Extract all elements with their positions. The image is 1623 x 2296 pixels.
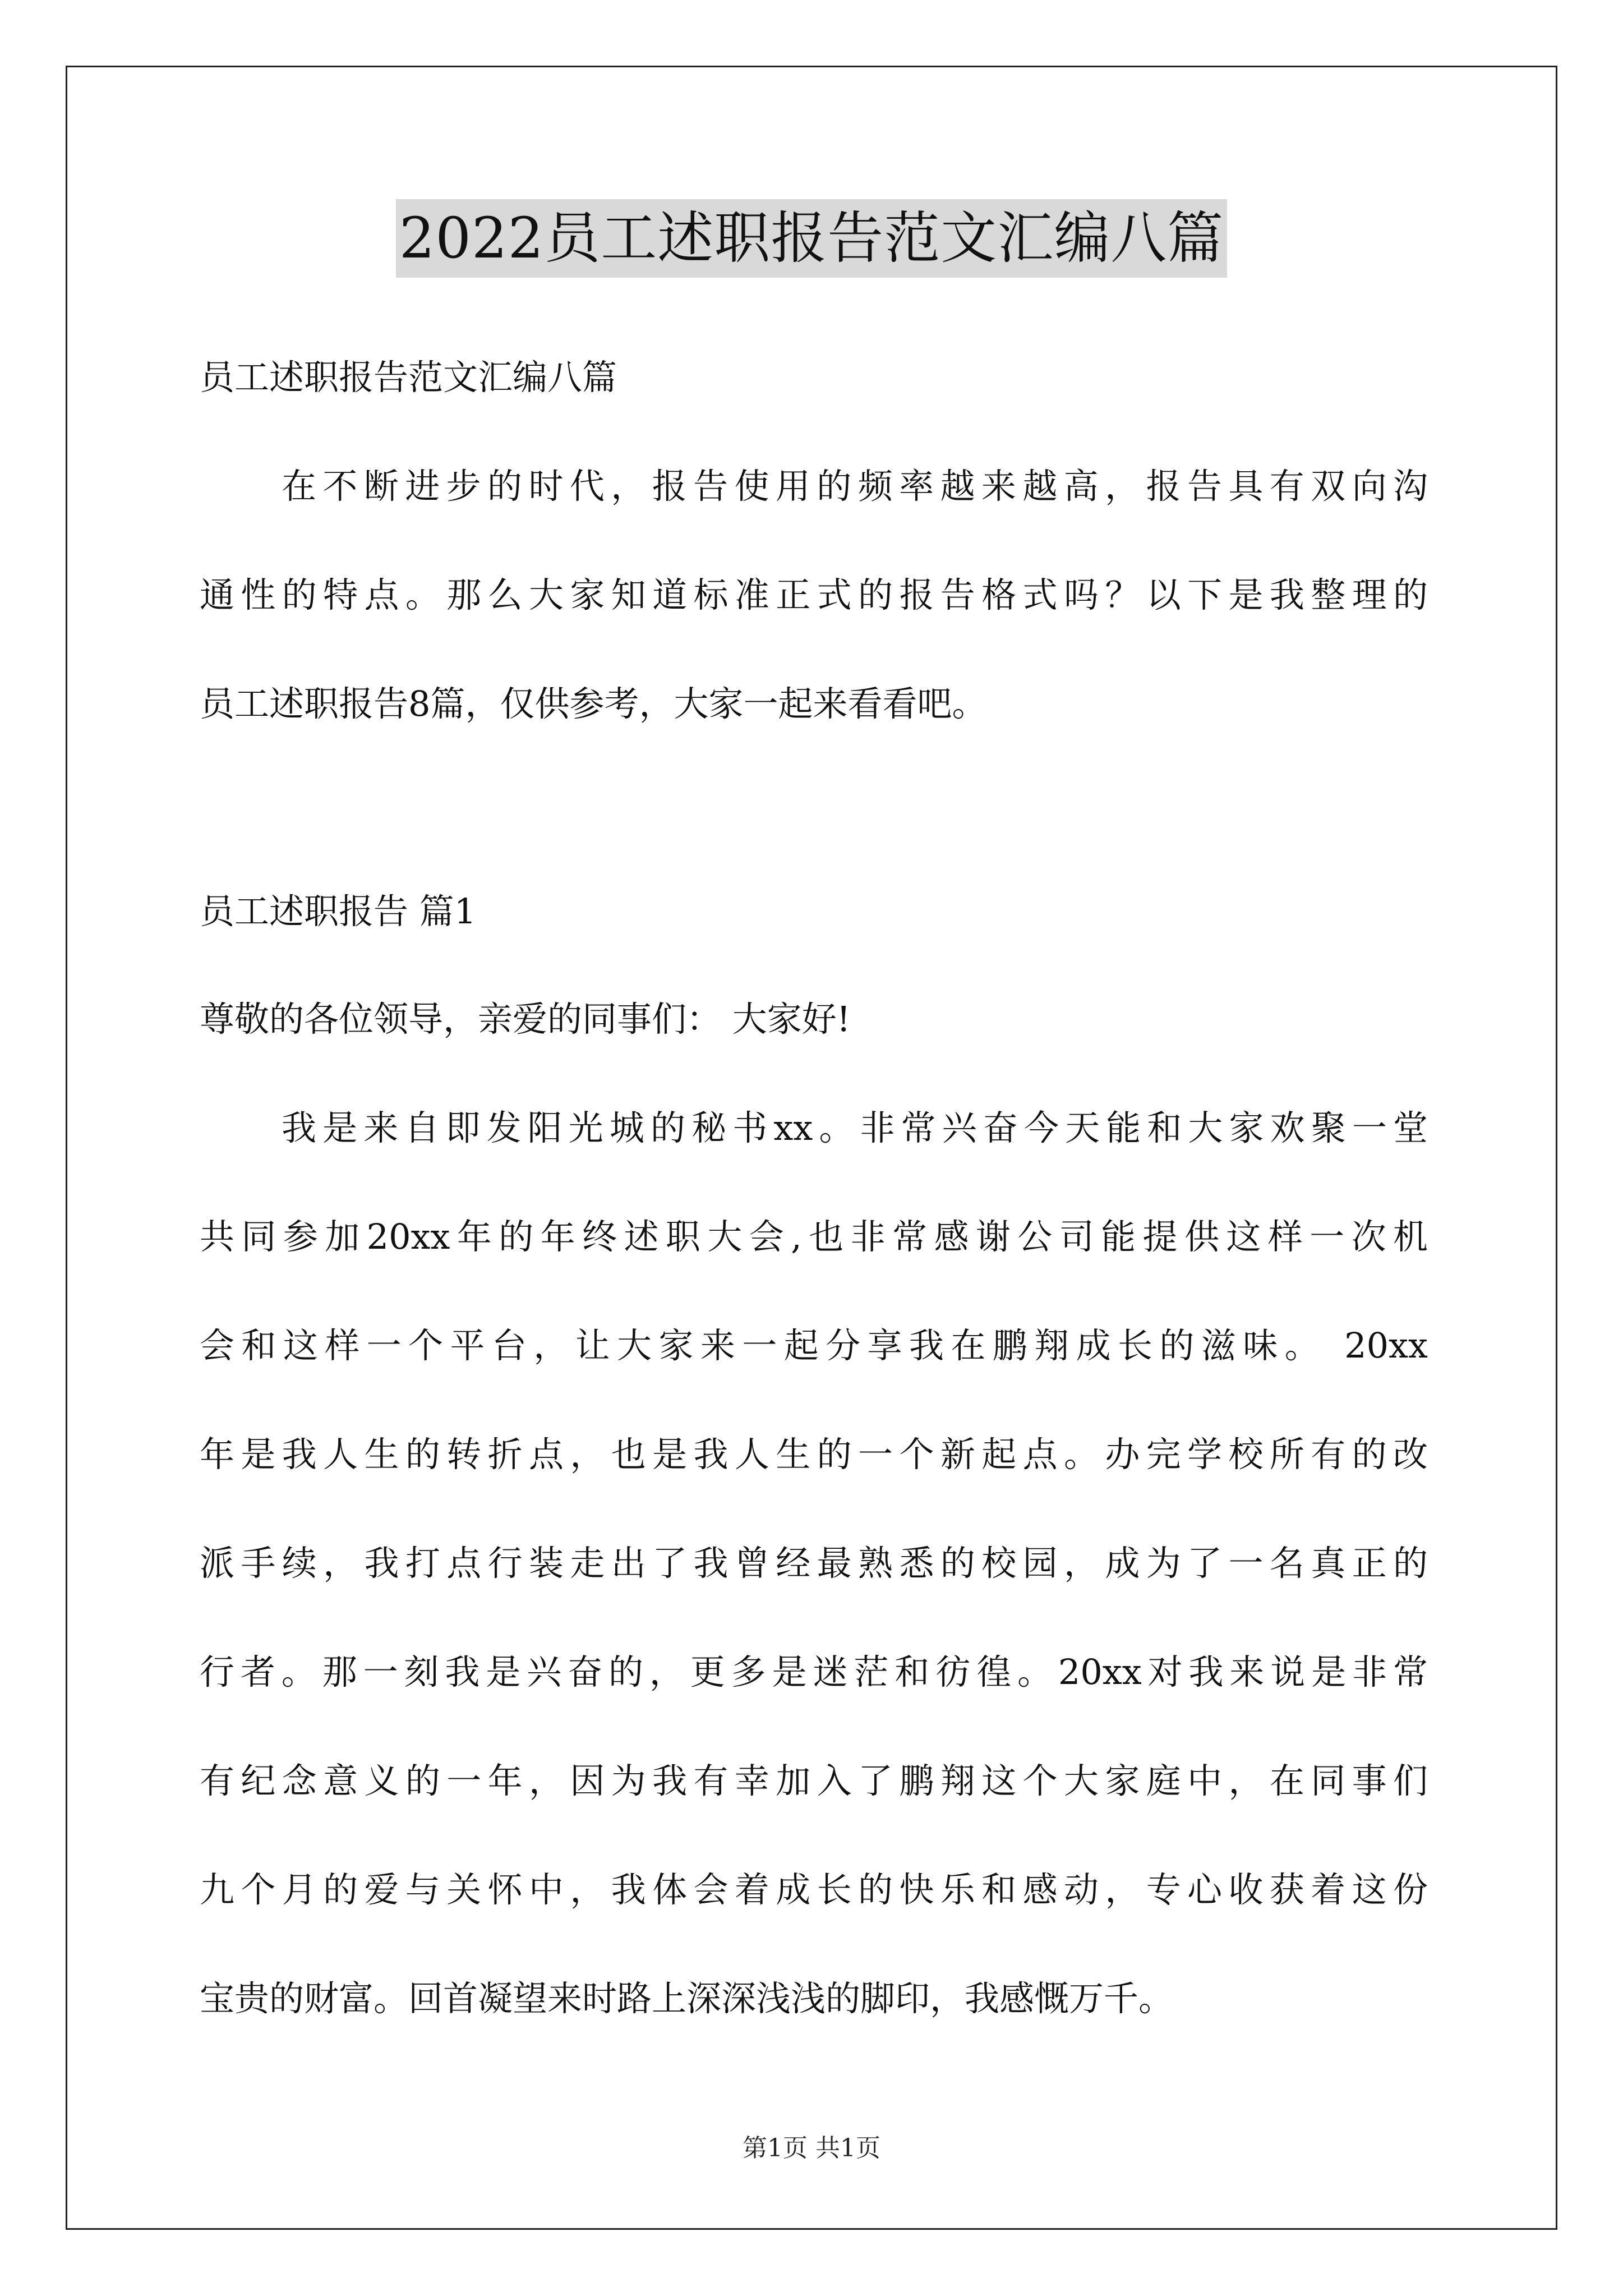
intro-line: 员工述职报告8篇，仅供参考，大家一起来看看吧。 <box>200 683 987 724</box>
body-line: 派手续，我打点行装走出了我曾经最熟悉的校园，成为了一名真正的 <box>200 1543 1428 1584</box>
body-line: 我是来自即发阳光城的秘书xx。非常兴奋今天能和大家欢聚一堂 <box>282 1107 1428 1148</box>
document-title: 2022员工述职报告范文汇编八篇 <box>396 199 1228 278</box>
subtitle: 员工述职报告范文汇编八篇 <box>200 357 617 398</box>
section-heading: 员工述职报告 篇1 <box>200 891 477 932</box>
greeting: 尊敬的各位领导，亲爱的同事们： 大家好! <box>200 999 851 1039</box>
body-line: 行者。那一刻我是兴奋的，更多是迷茫和彷徨。20xx对我来说是非常 <box>200 1651 1428 1692</box>
body-line: 年是我人生的转折点，也是我人生的一个新起点。办完学校所有的改 <box>200 1434 1428 1475</box>
body-line: 有纪念意义的一年，因为我有幸加入了鹏翔这个大家庭中，在同事们 <box>200 1760 1428 1801</box>
body-line: 会和这样一个平台，让大家来一起分享我在鹏翔成长的滋味。 20xx <box>200 1325 1428 1366</box>
body-line: 共同参加20xx年的年终述职大会,也非常感谢公司能提供这样一次机 <box>200 1216 1428 1257</box>
page-number: 第1页 共1页 <box>743 2134 880 2162</box>
intro-line: 在不断进步的时代，报告使用的频率越来越高，报告具有双向沟 <box>282 466 1428 507</box>
body-line: 宝贵的财富。回首凝望来时路上深深浅浅的脚印，我感慨万千。 <box>200 1978 1174 2019</box>
body-line: 九个月的爱与关怀中，我体会着成长的快乐和感动，专心收获着这份 <box>200 1869 1428 1910</box>
title-container <box>0 199 1623 278</box>
page-footer <box>0 2132 1623 2165</box>
intro-line: 通性的特点。那么大家知道标准正式的报告格式吗？以下是我整理的 <box>200 574 1428 615</box>
